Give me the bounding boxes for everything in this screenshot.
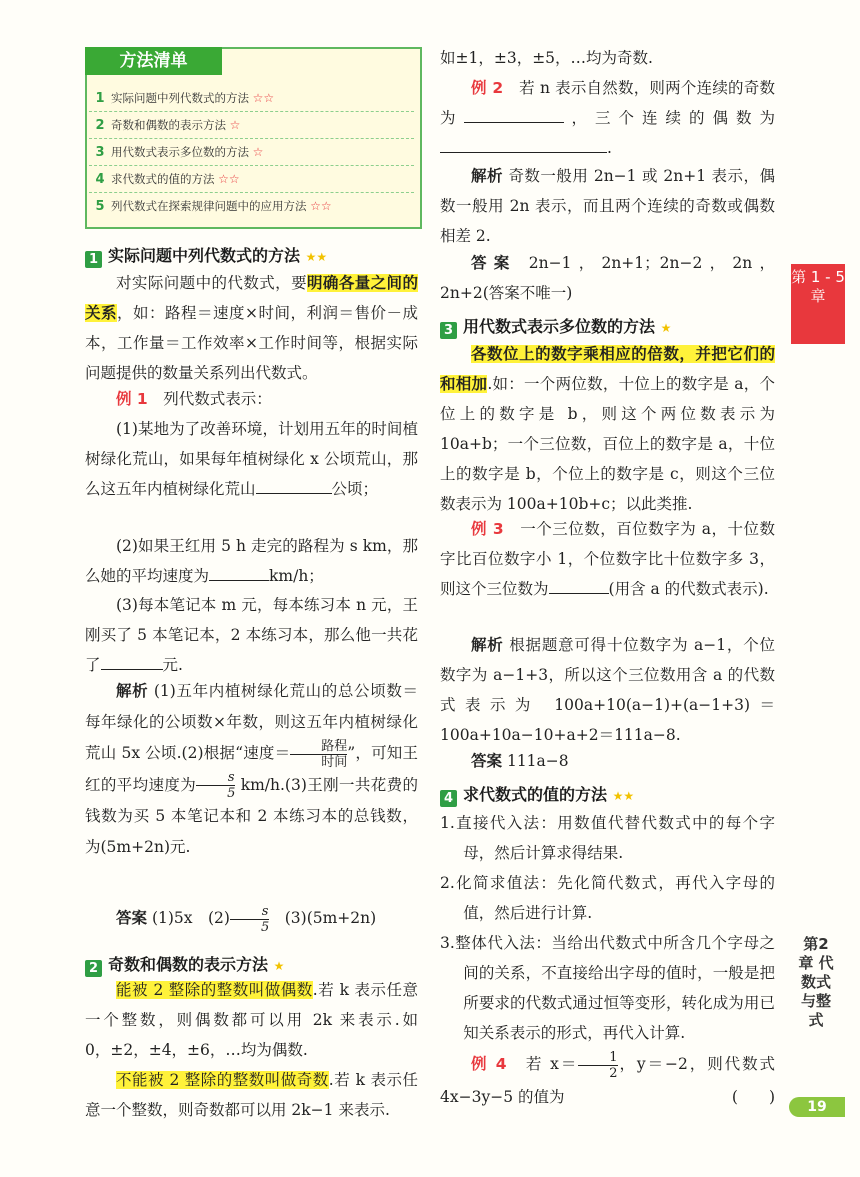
example-4: 例 4 若 x＝ $\frac{1}{2}$ ，y＝−2，则代数式 4x−3y−5 的值为 ( ) bbox=[440, 1049, 775, 1106]
example-1-q2: (2)如果王红用 5 h 走完的路程为 s km，那么她的平均速度为 km/h； bbox=[85, 537, 418, 585]
star-icon: ☆☆ bbox=[252, 91, 275, 105]
section-number-badge: 2 bbox=[85, 960, 102, 977]
method-simplify-evaluate: 2.化简求值法：先化简代数式，再代入字母的值，然后进行计算. bbox=[440, 874, 775, 922]
page-number: 19 bbox=[789, 1097, 845, 1117]
star-icon: ★★ bbox=[612, 789, 635, 803]
section-3-intro: 各数位上的数字乘相应的倍数，并把它们的和相加.如：一个两位数，十位上的数字是 a，个位上的数字是 b，则这个两位数表示为 10a+b；一个三位数，百位上的数字是 a，十位上的数字是 b，个位上的数字是 c，则这个三位数表示为 100a+10b+c；以此类推. bbox=[440, 345, 775, 513]
star-icon: ★ bbox=[660, 321, 672, 335]
example-3-answer: 答案 111a−8 bbox=[471, 752, 569, 770]
star-icon: ☆☆ bbox=[218, 172, 240, 186]
method-list-title: 方法清单 bbox=[85, 47, 222, 75]
example-1-q1: (1)某地为了改善环境，计划用五年的时间植树绿化荒山，如果每年植树绿化 x 公顷荒山，那么这五年内植树绿化荒山 公顷； bbox=[85, 420, 418, 498]
section-number-badge: 1 bbox=[85, 251, 102, 268]
section-number-badge: 3 bbox=[440, 322, 457, 339]
star-icon: ☆☆ bbox=[310, 199, 332, 213]
section-2-odd: 不能被 2 整除的整数叫做奇数.若 k 表示任意一个整数，则奇数都可以用 2k−1 来表示. bbox=[85, 1071, 418, 1119]
method-item-4: 4 求代数式的值的方法 ☆☆ bbox=[89, 166, 414, 193]
section-3-heading: 3 用代数式表示多位数的方法 ★ bbox=[440, 314, 671, 339]
example-3: 例 3 一个三位数，百位数字为 a，十位数字比百位数字小 1，个位数字比十位数字多 3，则这个三位数为 (用含 a 的代数式表示). bbox=[440, 520, 775, 598]
example-1-prompt: 例 1 列代数式表示： bbox=[116, 390, 272, 408]
example-1-answer: 答案 (1)5x (2) $\frac{s}{5}$ (3)(5m+2n) bbox=[116, 903, 377, 935]
fraction: $\frac{1}{2}$ bbox=[578, 1050, 617, 1081]
method-direct-substitution: 1.直接代入法：用数值代替代数式中的每个字母，然后计算求得结果. bbox=[440, 814, 775, 862]
method-whole-substitution: 3.整体代入法：当给出代数式中所含几个字母之间的关系，不直接给出字母的值时，一般是把所要求的代数式通过恒等变形，转化成为用已知关系表示的形式，再代入计算. bbox=[440, 934, 775, 1042]
example-3-solution: 解析 根据题意可得十位数字为 a−1，个位数字为 a−1+3，所以这个三位数用含 a 的代数式表示为 100a+10(a−1)+(a−1+3)＝100a+10a−10+a+2＝111a−8. bbox=[440, 636, 775, 744]
chapter-title: 第2章 代数式与整式 bbox=[798, 935, 834, 1029]
section-4-heading: 4 求代数式的值的方法 ★★ bbox=[440, 782, 634, 807]
fraction: $\frac{\text{路程}}{\text{时间}}$ bbox=[290, 739, 347, 770]
section-1-heading: 1 实际问题中列代数式的方法 ★★ bbox=[85, 243, 327, 268]
section-2-even: 能被 2 整除的整数叫做偶数.若 k 表示任意一个整数，则偶数都可以用 2k 来表示.如 0，±2，±4，±6，…均为偶数. bbox=[85, 981, 418, 1059]
fraction: $\frac{s}{5}$ bbox=[230, 904, 269, 935]
example-2-solution: 解析 奇数一般用 2n−1 或 2n+1 表示，偶数一般用 2n 表示，而且两个连续的奇数或偶数相差 2. bbox=[440, 167, 775, 245]
star-icon: ☆ bbox=[229, 118, 241, 132]
method-item-2: 2 奇数和偶数的表示方法 ☆ bbox=[89, 112, 414, 139]
example-1-solution: 解析 (1)五年内植树绿化荒山的总公顷数＝每年绿化的公顷数×年数，则这五年内植树绿化荒山 5x 公顷.(2)根据“速度＝ $\frac{\text{路程}}{\text{时间}}$ ”，可知王红的平均速度为 $\frac{s}{5}$ km/h.(3)王刚一共花费的钱数为买 5 本笔记本和 2 本练习本的总钱数，为(5m+2n)元. bbox=[85, 682, 418, 856]
method-item-3: 3 用代数式表示多位数的方法 ☆ bbox=[89, 139, 414, 166]
example-2: 例 2 若 n 表示自然数，则两个连续的奇数为 ，三个连续的偶数为. bbox=[440, 79, 775, 157]
method-item-5: 5 列代数式在探索规律问题中的应用方法 ☆☆ bbox=[95, 199, 332, 214]
fraction: $\frac{s}{5}$ bbox=[196, 770, 235, 801]
example-1-q3: (3)每本笔记本 m 元，每本练习本 n 元，王刚买了 5 本笔记本，2 本练习本，那么他一共花了 元. bbox=[85, 596, 418, 674]
star-icon: ★★ bbox=[305, 250, 328, 264]
example-2-answer: 答案 2n−1，2n+1；2n−2，2n，2n+2(答案不唯一) bbox=[440, 254, 775, 302]
chapter-range-tab: 第 1 - 5 章 bbox=[791, 264, 845, 344]
section-1-intro: 对实际问题中的代数式，要明确各量之间的关系，如：路程＝速度×时间，利润＝售价－成本，工作量＝工作效率×工作时间等，根据实际问题提供的数量关系列出代数式。 bbox=[85, 274, 418, 382]
continued-text: 如±1，±3，±5，…均为奇数. bbox=[440, 49, 653, 67]
method-item-1: 1 实际问题中列代数式的方法 ☆☆ bbox=[89, 85, 414, 112]
section-2-heading: 2 奇数和偶数的表示方法 ★ bbox=[85, 952, 284, 977]
star-icon: ☆ bbox=[252, 145, 264, 159]
section-number-badge: 4 bbox=[440, 790, 457, 807]
star-icon: ★ bbox=[273, 959, 285, 973]
